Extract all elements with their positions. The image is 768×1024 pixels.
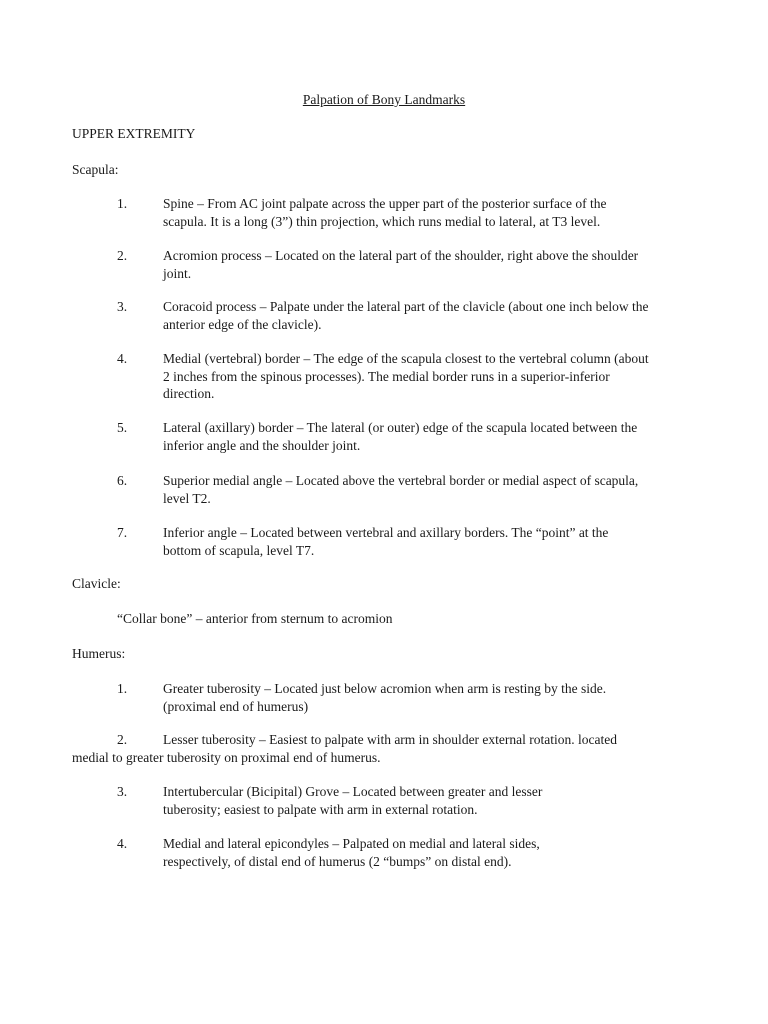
item-text [163, 835, 712, 870]
item-text [163, 350, 712, 403]
item-line: direction. [163, 386, 215, 401]
item-line: 2 inches from the spinous processes). The medial border runs in a superior-inferior [163, 368, 610, 384]
scapula-item-1 [72, 195, 712, 230]
scapula-item-7 [72, 524, 712, 559]
item-number: 3. [117, 784, 128, 799]
item-line: Medial (vertebral) border – The edge of the scapula closest to the vertebral column (about [163, 351, 649, 366]
item-line: medial to greater tuberosity on proximal end of humerus. [72, 749, 381, 765]
section-heading: UPPER EXTREMITY [72, 126, 196, 141]
item-line: Inferior angle – Located between vertebral and axillary borders. The “point” at the [163, 525, 609, 540]
item-number: 5. [117, 420, 128, 435]
item-line: joint. [163, 265, 192, 281]
item-line: inferior angle and the shoulder joint. [163, 437, 361, 453]
item-number: 4. [117, 836, 128, 851]
item-line: Spine – From AC joint palpate across the upper part of the posterior surface of the [163, 196, 607, 211]
scapula-item-5 [72, 419, 712, 454]
item-text [163, 783, 712, 818]
humerus-item-3 [72, 783, 712, 818]
item-line: Medial and lateral epicondyles – Palpated on medial and lateral sides, [163, 836, 540, 851]
item-text [163, 298, 712, 333]
item-text [163, 472, 712, 507]
humerus-item-1 [72, 680, 712, 715]
scapula-item-4 [72, 350, 712, 403]
item-line: Intertubercular (Bicipital) Grove – Located between greater and lesser [163, 784, 543, 799]
item-number: 1. [117, 196, 128, 211]
item-text [72, 731, 712, 766]
item-line: level T2. [163, 490, 211, 506]
item-number: 7. [117, 525, 128, 540]
humerus-item-2 [72, 731, 712, 766]
item-line: Lateral (axillary) border – The lateral (or outer) edge of the scapula located between the [163, 420, 638, 435]
item-line: anterior edge of the clavicle). [163, 316, 322, 332]
item-line: Lesser tuberosity – Easiest to palpate with arm in shoulder external rotation. located [163, 732, 617, 747]
item-text [163, 524, 712, 559]
item-line: Acromion process – Located on the lateral part of the shoulder, right above the shoulder [163, 248, 639, 263]
item-text [163, 419, 712, 454]
humerus-heading: Humerus: [72, 646, 126, 661]
item-line: (proximal end of humerus) [163, 698, 309, 714]
humerus-item-4 [72, 835, 712, 870]
item-number: 6. [117, 473, 128, 488]
item-line: scapula. It is a long (3”) thin projection, which runs medial to lateral, at T3 level. [163, 213, 601, 229]
document-title: Palpation of Bony Landmarks [302, 92, 466, 107]
item-text [163, 680, 712, 715]
scapula-heading: Scapula: [72, 162, 119, 177]
item-number: 2. [117, 248, 128, 263]
item-number: 3. [117, 299, 128, 314]
item-line: tuberosity; easiest to palpate with arm in external rotation. [163, 801, 478, 817]
clavicle-text: “Collar bone” – anterior from sternum to acromion [117, 611, 393, 626]
item-number: 2. [117, 732, 128, 747]
item-number: 4. [117, 351, 128, 366]
scapula-item-3 [72, 298, 712, 333]
scapula-item-6 [72, 472, 712, 507]
item-text [163, 195, 712, 230]
clavicle-heading: Clavicle: [72, 576, 121, 591]
item-number: 1. [117, 681, 128, 696]
item-line: respectively, of distal end of humerus (2 “bumps” on distal end). [163, 853, 512, 869]
scapula-item-2 [72, 247, 712, 282]
item-line: bottom of scapula, level T7. [163, 542, 315, 558]
item-line: Superior medial angle – Located above the vertebral border or medial aspect of scapula, [163, 473, 639, 488]
item-line: Greater tuberosity – Located just below acromion when arm is resting by the side. [163, 681, 607, 696]
item-line: Coracoid process – Palpate under the lateral part of the clavicle (about one inch below the [163, 299, 649, 314]
item-text [163, 247, 712, 282]
